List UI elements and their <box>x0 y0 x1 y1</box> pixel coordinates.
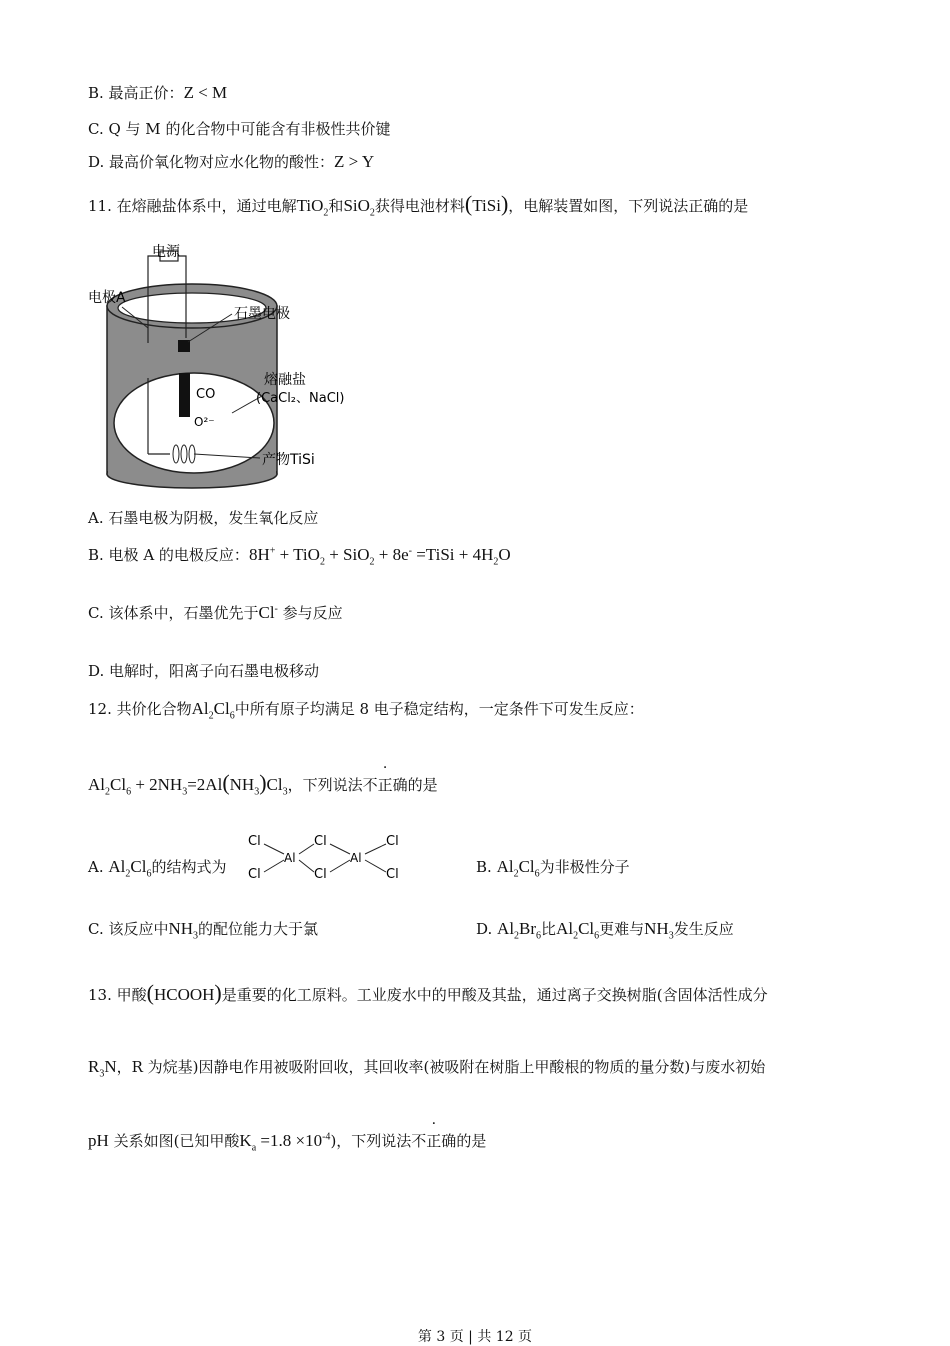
option-text: C. Q 与 M 的化合物中可能含有非极性共价键 <box>88 120 391 138</box>
formula-nh3: $NH_3$ <box>168 919 199 942</box>
atom-cl: Cl <box>386 867 399 882</box>
option-text: 的配位能力大于氯 <box>198 920 319 938</box>
option-text: C. 该反应中 <box>88 920 169 938</box>
formula-reaction: 8H+ + TiO$_2$ + SiO$_2$ + 8e- =TiSi + $4H_2O$ <box>248 545 511 568</box>
q11-option-d[interactable] <box>88 660 319 681</box>
q10-option-c[interactable] <box>88 118 390 139</box>
q12-reaction <box>88 770 438 797</box>
formula-cl-ion: Cl- <box>258 603 278 622</box>
q12-option-c[interactable] <box>88 918 318 941</box>
atom-cl: Cl <box>248 867 261 882</box>
page-footer: 第 3 页 | 共 12 页 <box>417 1329 533 1345</box>
stem-text: 中所有原子均满足 8 电子稳定结构，一定条件下可发生反应： <box>234 700 644 718</box>
q11-option-a[interactable] <box>88 507 318 528</box>
option-text: C. 该体系中，石墨优先于 <box>88 604 259 622</box>
q12-option-b[interactable] <box>476 856 630 879</box>
q10-option-b[interactable] <box>88 82 227 103</box>
label-o2: O²⁻ <box>194 415 215 429</box>
stem-text: ，R 为烷基)因静电作用被吸附回收，其回收率(被吸附在树脂上甲酸根的物质的量分数)与废水初始 <box>116 1058 766 1076</box>
stem-text: 13. 甲酸 <box>88 986 147 1004</box>
option-text: 比 <box>541 920 557 938</box>
label-molten-salt: 熔融盐 <box>264 372 306 388</box>
q11-option-b[interactable] <box>88 544 511 567</box>
label-product: 产物TiSi <box>262 452 315 468</box>
stem-text: 11. 在熔融盐体系中，通过电解 <box>88 197 297 215</box>
formula-al2cl6: $Al_2Cl_6$ <box>496 857 540 880</box>
option-text: 发生反应 <box>673 920 734 938</box>
option-text: 参与反应 <box>282 604 343 622</box>
stem-text: )，下列说法 <box>330 1132 412 1150</box>
q11-stem <box>88 191 748 218</box>
q12-stem <box>88 698 644 721</box>
emphasis: 不正确 <box>362 776 408 794</box>
atom-cl: Cl <box>314 867 327 882</box>
formula-ka: $K_a =1.8 \times 10^{-4}$ <box>239 1131 331 1154</box>
stem-text: 是重要的化工原料。工业废水中的甲酸及其盐，通过离子交换树脂(含固体活性成分 <box>221 986 768 1004</box>
option-text: 为非极性分子 <box>539 858 630 876</box>
formula-al2cl6: $Al_2Cl_6$ <box>191 699 235 722</box>
q13-stem-line2 <box>88 1056 765 1079</box>
atom-al: Al <box>350 851 362 865</box>
formula-tio2: TiO$_2$ <box>296 196 329 219</box>
atom-cl: Cl <box>386 834 399 849</box>
option-label: A. <box>88 858 104 876</box>
q11-option-c[interactable] <box>88 602 343 623</box>
q12-option-a[interactable] <box>88 856 226 879</box>
formula-nh3: $NH_3$ <box>644 919 674 942</box>
formula-r3n: $R_3N$ <box>88 1057 117 1080</box>
electrolysis-diagram <box>82 238 372 498</box>
q13-stem <box>88 980 768 1006</box>
option-text: D. 电解时，阳离子向石墨电极移动 <box>88 662 320 680</box>
formula: Z < M <box>183 83 228 102</box>
label-co: CO <box>196 387 216 402</box>
label-salt-formula: (CaCl₂、NaCl) <box>256 391 345 406</box>
option-text: 更难与 <box>599 920 645 938</box>
formula-al2cl6: $Al_2Cl_6$ <box>556 919 600 942</box>
label-graphite: 石墨电极 <box>234 306 290 322</box>
formula-hcooh: (HCOOH) <box>146 980 222 1005</box>
emphasis: 不正确 <box>411 1132 457 1150</box>
stem-text: ，电解装置如图，下列说法正确的是 <box>508 197 749 215</box>
formula-reaction: $Al_2Cl_6 + 2NH_3=2Al(NH_3)Cl_3$ <box>88 770 288 798</box>
option-text: B. 最高正价： <box>88 84 184 102</box>
stem-text: 获得电池材料 <box>374 197 465 215</box>
atom-cl: Cl <box>248 834 261 849</box>
label-electrode-a: 电极A <box>88 290 126 306</box>
stem-text: 关系如图(已知甲酸 <box>113 1132 240 1150</box>
formula-ph: pH <box>88 1131 109 1150</box>
stem-text: 12. 共价化合物 <box>88 700 192 718</box>
option-text: D. 最高价氧化物对应水化物的酸性： <box>88 153 335 171</box>
option-text: B. 电极 A 的电极反应： <box>88 546 249 564</box>
option-label: B. <box>476 858 492 876</box>
atom-al: Al <box>284 851 296 865</box>
option-text: A. 石墨电极为阴极，发生氧化反应 <box>88 509 319 527</box>
label-power: 电源 <box>152 244 180 260</box>
stem-text: ，下列说法 <box>287 776 363 794</box>
stem-text: 的是 <box>407 776 438 794</box>
formula-al2cl6: $Al_2Cl_6$ <box>108 857 152 880</box>
stem-text: 和 <box>328 197 344 215</box>
option-label: D. <box>476 920 493 938</box>
atom-cl: Cl <box>314 834 327 849</box>
formula-sio2: SiO$_2$ <box>343 196 375 219</box>
option-text: 的结构式为 <box>151 858 227 876</box>
q13-stem-line3 <box>88 1130 486 1153</box>
q12-option-d[interactable] <box>476 918 734 941</box>
q10-option-d[interactable] <box>88 151 374 172</box>
al2cl6-structure <box>244 830 414 886</box>
formula-al2br6: $Al_2Br_6$ <box>497 919 542 942</box>
stem-text: 的是 <box>456 1132 487 1150</box>
formula: Z > Y <box>334 152 375 171</box>
formula-tisi: (TiSi) <box>464 191 509 216</box>
